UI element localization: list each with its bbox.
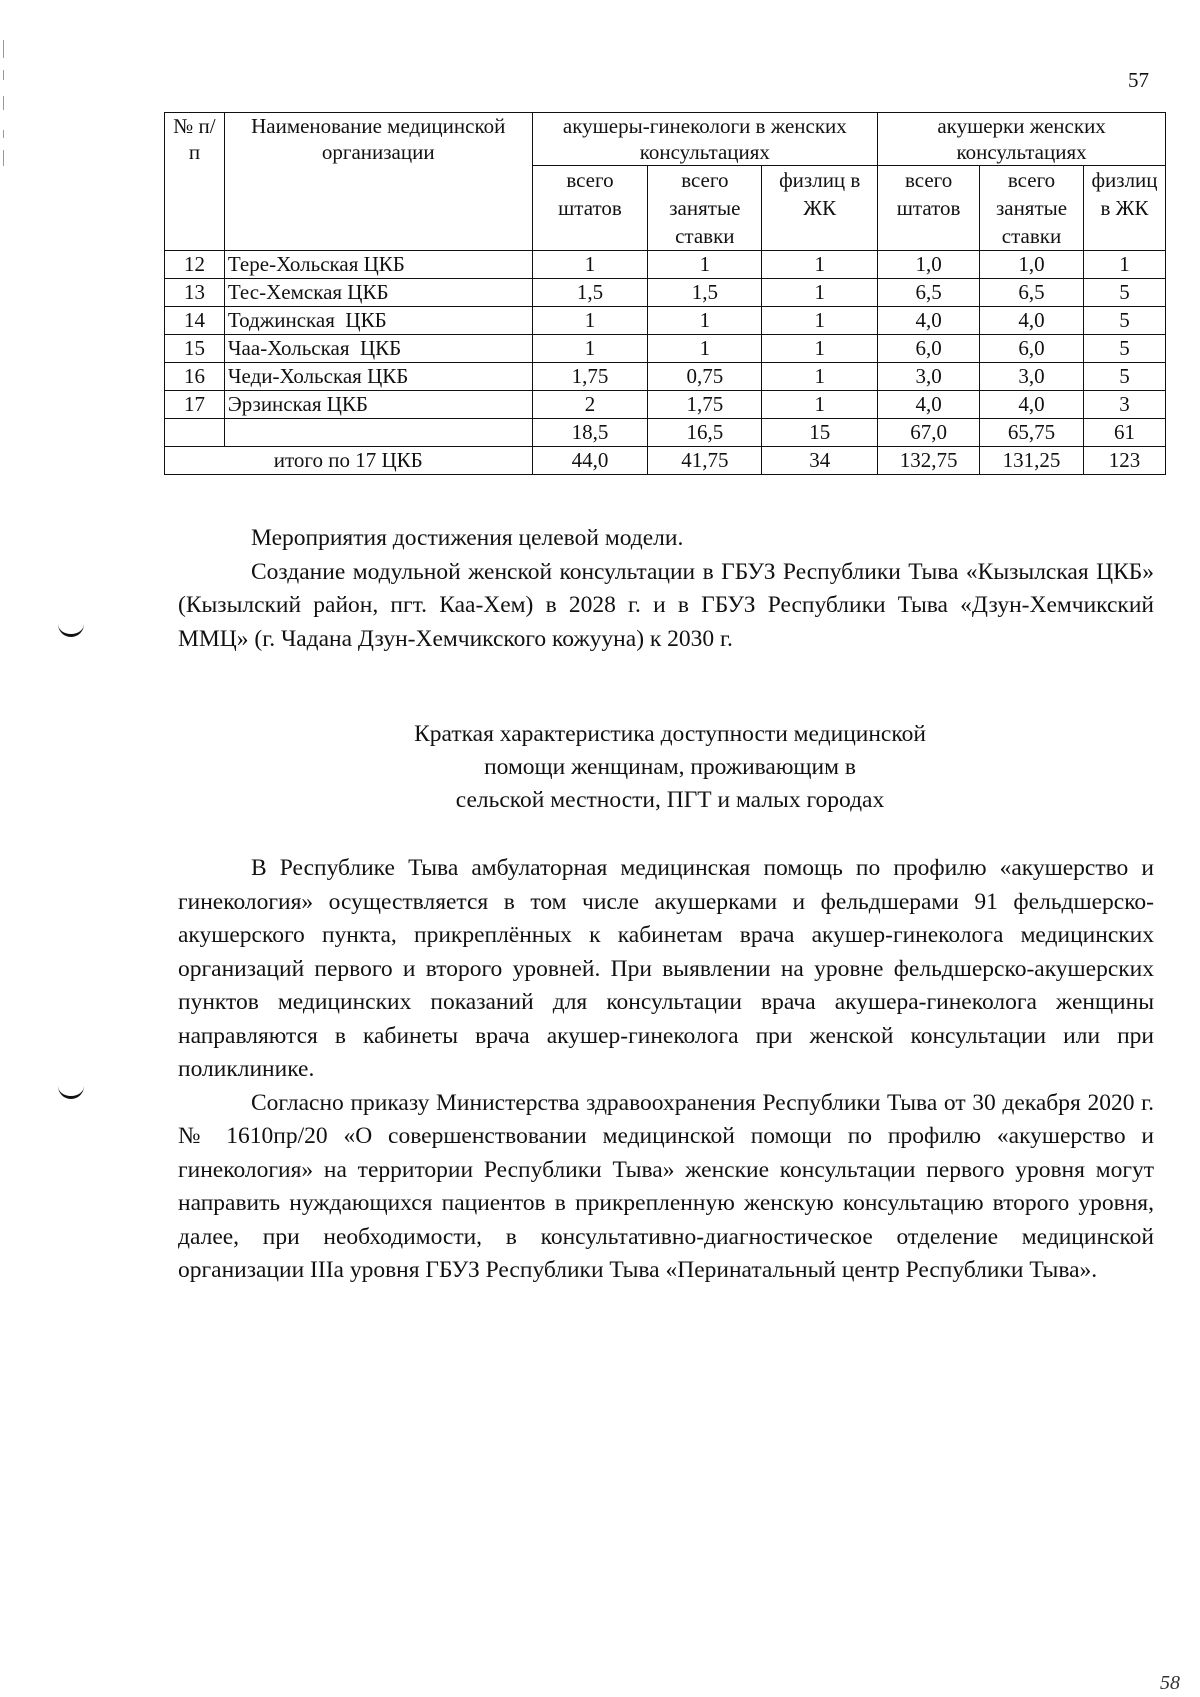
row-num: 13 — [165, 279, 225, 307]
cell-value: 4,0 — [878, 391, 980, 419]
cell-value: 1 — [762, 279, 878, 307]
header-total-staff: всего штатов — [532, 166, 648, 251]
cell-value: 6,0 — [878, 335, 980, 363]
header-num: № п/п — [165, 113, 225, 251]
total-row — [165, 447, 1166, 475]
margin-mark — [58, 622, 84, 637]
table-row — [165, 391, 1166, 419]
cell-value: 1 — [532, 251, 648, 279]
heading-line: сельской местности, ПГТ и малых городах — [455, 787, 885, 813]
cell-value: 3,0 — [980, 363, 1084, 391]
cell-value: 1,75 — [648, 391, 762, 419]
header-group-midwives: акушерки женских консультациях — [878, 113, 1166, 166]
subtotal-value: 16,5 — [648, 419, 762, 447]
header-persons: физлиц в ЖК — [762, 166, 878, 251]
body-paragraph: В Республике Тыва амбулаторная медицинская помощь по профилю «акушерство и гинекология» осуществляется в том числе акушерками и фельдшерами 91 фельдшерско-акушерского пункта, прикреплённых к кабинетам врача акушер-гинеколога медицинских организаций первого и второго уровней. При выявлении на уровне фельдшерско-акушерских пунктов медицинских показаний для консультации врача акушера-гинеколога женщины направляются в кабинеты врача акушер-гинеколога при женской консультации или при поликлинике. — [178, 855, 1154, 1082]
total-value: 131,25 — [980, 447, 1084, 475]
cell-value: 1 — [762, 363, 878, 391]
measures-title: Мероприятия достижения целевой модели. — [251, 525, 684, 551]
subtotal-value: 67,0 — [878, 419, 980, 447]
cell-value: 5 — [1083, 363, 1165, 391]
cell-value: 5 — [1083, 307, 1165, 335]
total-label: итого по 17 ЦКБ — [165, 447, 533, 475]
cell-value: 1 — [532, 335, 648, 363]
cell-value: 1 — [648, 335, 762, 363]
row-num: 17 — [165, 391, 225, 419]
cell-value: 6,5 — [980, 279, 1084, 307]
corner-page-mark: 58 — [1160, 1672, 1180, 1694]
row-num: 12 — [165, 251, 225, 279]
subtotal-value: 61 — [1083, 419, 1165, 447]
heading-line: Краткая характеристика доступности медицинской — [414, 721, 926, 747]
cell-value: 1 — [762, 307, 878, 335]
cell-value: 6,5 — [878, 279, 980, 307]
cell-value: 5 — [1083, 335, 1165, 363]
row-num: 16 — [165, 363, 225, 391]
margin-mark — [58, 1084, 84, 1099]
table-row — [165, 279, 1166, 307]
cell-value: 4,0 — [980, 307, 1084, 335]
scan-edge-tick — [3, 150, 4, 166]
cell-value: 1 — [762, 391, 878, 419]
page-number: 57 — [1128, 68, 1149, 92]
cell-value: 1,0 — [980, 251, 1084, 279]
row-num: 14 — [165, 307, 225, 335]
subtotal-value: 15 — [762, 419, 878, 447]
row-org: Чаа-Хольская ЦКБ — [224, 335, 532, 363]
cell-value: 1 — [1083, 251, 1165, 279]
subtotal-row — [165, 419, 1166, 447]
row-org: Эрзинская ЦКБ — [224, 391, 532, 419]
staffing-table — [164, 112, 1166, 475]
row-org: Чеди-Хольская ЦКБ — [224, 363, 532, 391]
scan-edge-tick — [3, 70, 4, 80]
header-occupied: всего занятые ставки — [648, 166, 762, 251]
cell-value: 1,5 — [648, 279, 762, 307]
heading-line: помощи женщинам, проживающим в — [484, 754, 856, 780]
table-row — [165, 307, 1166, 335]
measures-section — [178, 522, 1154, 656]
header-org: Наименование медицинской организации — [224, 113, 532, 251]
cell-value: 5 — [1083, 279, 1165, 307]
total-value: 132,75 — [878, 447, 980, 475]
header-occupied: всего занятые ставки — [980, 166, 1084, 251]
row-org: Тоджинская ЦКБ — [224, 307, 532, 335]
body-text — [178, 852, 1154, 1288]
cell-value: 1 — [532, 307, 648, 335]
cell-value: 1 — [648, 251, 762, 279]
cell-value: 4,0 — [980, 391, 1084, 419]
cell-value: 1,0 — [878, 251, 980, 279]
row-org: Тес-Хемская ЦКБ — [224, 279, 532, 307]
cell-value: 1,5 — [532, 279, 648, 307]
header-persons: физлиц в ЖК — [1083, 166, 1165, 251]
total-value: 123 — [1083, 447, 1165, 475]
cell-value: 1 — [648, 307, 762, 335]
table-row — [165, 363, 1166, 391]
scan-edge-tick — [3, 96, 4, 110]
cell-value: 0,75 — [648, 363, 762, 391]
cell-value: 6,0 — [980, 335, 1084, 363]
scan-edge-tick — [3, 130, 4, 138]
table-row — [165, 251, 1166, 279]
total-value: 34 — [762, 447, 878, 475]
cell-value: 1,75 — [532, 363, 648, 391]
scan-edge-tick — [3, 40, 4, 58]
cell-value: 1 — [762, 335, 878, 363]
measures-text: Создание модульной женской консультации в ГБУЗ Республики Тыва «Кызылская ЦКБ» (Кызылский район, пгт. Каа-Хем) в 2028 г. и в ГБУЗ Республики Тыва «Дзун-Хемчикский ММЦ» (г. Чадана Дзун-Хемчикского кожууна) к 2030 г. — [178, 558, 1154, 652]
empty-cell — [224, 419, 532, 447]
cell-value: 4,0 — [878, 307, 980, 335]
empty-cell — [165, 419, 225, 447]
row-num: 15 — [165, 335, 225, 363]
section-heading — [300, 718, 1040, 817]
header-total-staff: всего штатов — [878, 166, 980, 251]
total-value: 44,0 — [532, 447, 648, 475]
subtotal-value: 18,5 — [532, 419, 648, 447]
cell-value: 3 — [1083, 391, 1165, 419]
subtotal-value: 65,75 — [980, 419, 1084, 447]
body-paragraph: Согласно приказу Министерства здравоохранения Республики Тыва от 30 декабря 2020 г. № 1610пр/20 «О совершенствовании медицинской помощи по профилю «акушерство и гинекология» на территории Республики Тыва» женские консультации первого уровня могут направить нуждающихся пациентов в прикрепленную женскую консультацию второго уровня, далее, при необходимости, в консультативно-диагностическое отделение медицинской организации IIIа уровня ГБУЗ Республики Тыва «Перинатальный центр Республики Тыва». — [178, 1089, 1154, 1283]
header-group-obgyn: акушеры-гинекологи в женских консультациях — [532, 113, 878, 166]
total-value: 41,75 — [648, 447, 762, 475]
cell-value: 1 — [762, 251, 878, 279]
cell-value: 2 — [532, 391, 648, 419]
row-org: Тере-Хольская ЦКБ — [224, 251, 532, 279]
table-row — [165, 335, 1166, 363]
cell-value: 3,0 — [878, 363, 980, 391]
